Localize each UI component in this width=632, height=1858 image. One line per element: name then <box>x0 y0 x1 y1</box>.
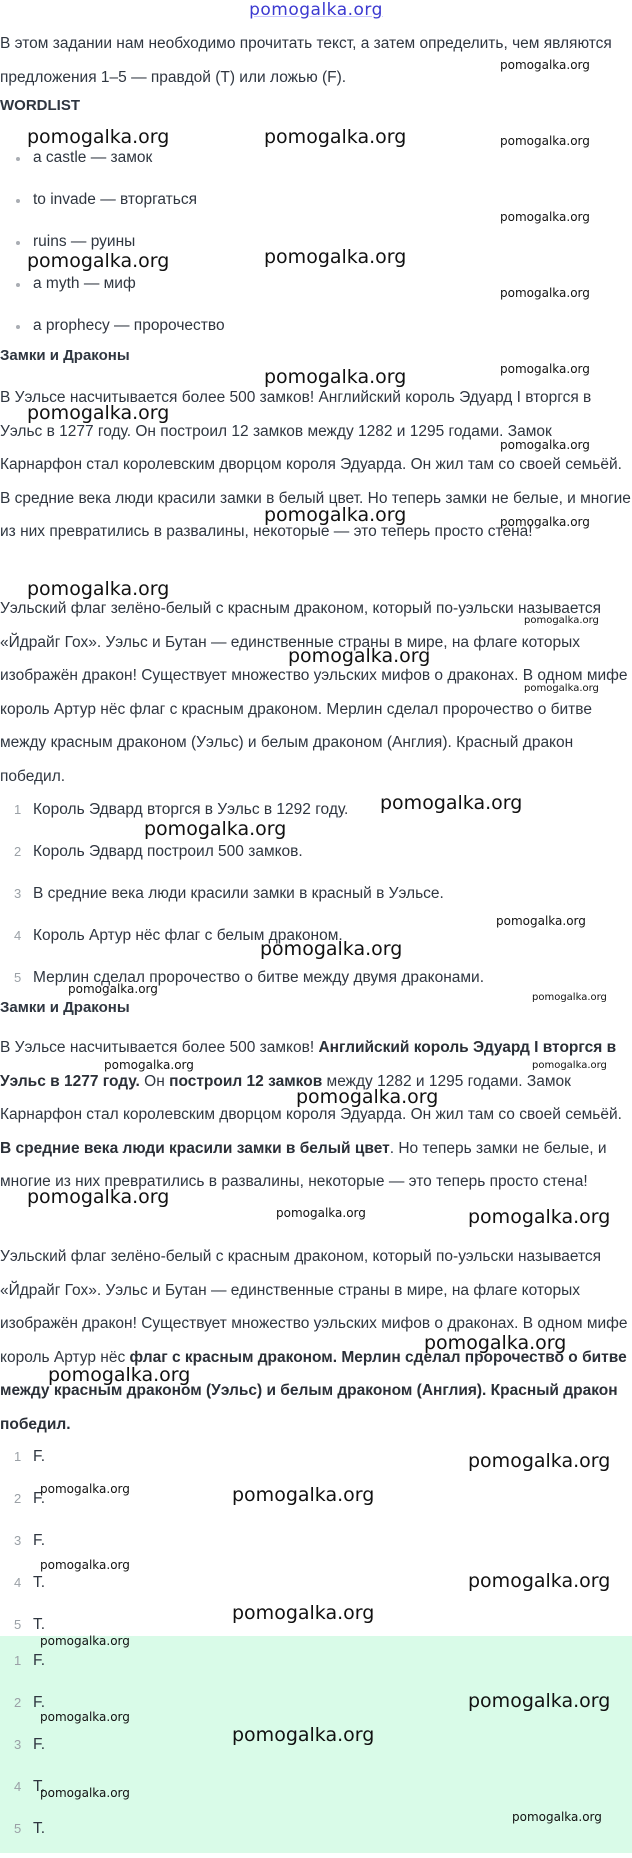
list-item: a prophecy — пророчество <box>0 313 632 355</box>
highlighted-text: В средние века люди красили замки в белый цвет <box>0 1139 390 1157</box>
watermark: pomogalka.org <box>532 1060 607 1071</box>
answers-list <box>0 1444 632 1654</box>
highlighted-text: флаг с красным драконом. Мерлин сделал пророчество о битве между красным драконом (Уэльс) и белым драконом (Англия). Красный дракон победил. <box>0 1348 627 1433</box>
statement-item <box>0 881 632 923</box>
site-logo[interactable]: pomogalka.org <box>249 0 383 20</box>
text-segment: между 1282 и 1295 годами. Замок Карнарфон стал королевским дворцом короля Эдуарда. Он жил там со своей семьёй. <box>0 1072 622 1123</box>
watermark: pomogalka.org <box>500 210 590 224</box>
answer-item <box>0 1774 632 1816</box>
answer-value: T. <box>33 1820 46 1837</box>
text-segment: В Уэльсе насчитывается более 500 замков! <box>0 1039 319 1056</box>
answer-value: F. <box>33 1652 46 1669</box>
statement-item <box>0 923 632 965</box>
answer-item <box>0 1648 632 1690</box>
item-number: 4 <box>14 1575 22 1590</box>
item-number: 5 <box>14 1617 22 1632</box>
watermark: pomogalka.org <box>524 615 599 626</box>
item-number: 5 <box>14 1821 22 1836</box>
watermark: pomogalka.org <box>496 914 586 928</box>
watermark: pomogalka.org <box>232 1724 375 1746</box>
item-number: 4 <box>14 1779 22 1794</box>
watermark: pomogalka.org <box>288 645 431 667</box>
item-number: 2 <box>14 1491 22 1506</box>
watermark: pomogalka.org <box>500 362 590 376</box>
watermark: pomogalka.org <box>232 1602 375 1624</box>
watermark: pomogalka.org <box>380 792 523 814</box>
analysis-paragraph-1 <box>0 1031 632 1199</box>
list-item: to invade — вторгаться <box>0 187 632 229</box>
watermark: pomogalka.org <box>260 938 403 960</box>
watermark: pomogalka.org <box>500 438 590 452</box>
watermark: pomogalka.org <box>40 1786 130 1800</box>
watermark: pomogalka.org <box>27 402 170 424</box>
watermark: pomogalka.org <box>264 504 407 526</box>
watermark: pomogalka.org <box>40 1482 130 1496</box>
watermark: pomogalka.org <box>27 578 170 600</box>
item-number: 5 <box>14 970 22 985</box>
watermark: pomogalka.org <box>264 126 407 148</box>
item-number: 1 <box>14 1449 22 1464</box>
text-segment: Уэльский флаг зелёно-белый с красным драконом, который по-уэльски называется «Йдрайг Гох». Уэльс и Бутан — единственные страны в мире, на флаге которых изображён дракон! Существует множество уэльских мифов о драконах. В одном мифе король Артур нёс <box>0 1248 628 1366</box>
watermark: pomogalka.org <box>468 1570 611 1592</box>
statement-text: Король Эдвард вторгся в Уэльс в 1292 году. <box>33 801 349 818</box>
watermark: pomogalka.org <box>424 1332 567 1354</box>
watermark: pomogalka.org <box>468 1206 611 1228</box>
answer-item <box>0 1732 632 1774</box>
analysis-title: Замки и Драконы <box>0 999 130 1016</box>
answer-value: F. <box>33 1736 46 1753</box>
answer-item <box>0 1816 632 1858</box>
watermark: pomogalka.org <box>468 1450 611 1472</box>
answer-value: F. <box>33 1490 46 1507</box>
wordlist <box>0 145 632 355</box>
list-item: a castle — замок <box>0 145 632 187</box>
watermark: pomogalka.org <box>27 250 170 272</box>
text-title: Замки и Драконы <box>0 347 130 364</box>
answers-highlight-panel <box>0 1636 632 1853</box>
answer-value: F. <box>33 1694 46 1711</box>
watermark: pomogalka.org <box>27 1186 170 1208</box>
text-segment: . Но теперь замки не белые, и многие из них превратились в развалины, некоторые — это теперь просто стена! <box>0 1139 607 1190</box>
text-paragraph-2: Уэльский флаг зелёно-белый с красным драконом, который по-уэльски называется «Йдрайг Гох». Уэльс и Бутан — единственные страны в мире, на флаге которых изображён дракон! Существует множество уэльских мифов о драконах. В одном мифе король Артур нёс флаг с красным драконом. Мерлин сделал пророчество о битве между красным драконом (Уэльс) и белым драконом (Англия). Красный дракон победил. <box>0 600 628 785</box>
answer-value: T. <box>33 1616 46 1633</box>
answer-value: F. <box>33 1532 46 1549</box>
item-number: 3 <box>14 1533 22 1548</box>
statement-text: Король Артур нёс флаг с белым драконом. <box>33 927 343 944</box>
watermark: pomogalka.org <box>40 1558 130 1572</box>
text-paragraph-1: В Уэльсе насчитывается более 500 замков! Английский король Эдуард I вторгся в Уэльс в 1277 году. Он построил 12 замков между 1282 и 1295 годами. Замок Карнарфон стал королевским дворцом короля Эдуарда. Он жил там со своей семьёй. В средние века люди красили замки в белый цвет. Но теперь замки не белые, и многие из них превратились в развалины, некоторые — это теперь просто стена! <box>0 389 631 540</box>
wordlist-heading: WORDLIST <box>0 97 80 114</box>
answer-item <box>0 1528 632 1570</box>
statement-item <box>0 839 632 881</box>
watermark: pomogalka.org <box>104 1058 194 1072</box>
watermark: pomogalka.org <box>232 1484 375 1506</box>
watermark: pomogalka.org <box>500 134 590 148</box>
watermark: pomogalka.org <box>40 1710 130 1724</box>
answer-item <box>0 1444 632 1486</box>
watermark: pomogalka.org <box>264 366 407 388</box>
answer-item <box>0 1486 632 1528</box>
watermark: pomogalka.org <box>512 1810 602 1824</box>
text-segment: Он <box>139 1072 170 1090</box>
statements-list <box>0 797 632 1007</box>
watermark: pomogalka.org <box>48 1364 191 1386</box>
item-number: 3 <box>14 886 22 901</box>
item-number: 4 <box>14 928 22 943</box>
statement-text: Король Эдвард построил 500 замков. <box>33 843 303 860</box>
answer-value: T. <box>33 1778 46 1795</box>
watermark: pomogalka.org <box>27 126 170 148</box>
intro-text: В этом задании нам необходимо прочитать текст, а затем определить, чем являются предложения 1–5 — правдой (T) или ложью (F). <box>0 35 612 86</box>
item-number: 2 <box>14 844 22 859</box>
watermark: pomogalka.org <box>500 286 590 300</box>
analysis-paragraph-2 <box>0 1240 632 1441</box>
answer-item <box>0 1690 632 1732</box>
watermark: pomogalka.org <box>532 992 607 1003</box>
item-number: 2 <box>14 1695 22 1710</box>
item-number: 1 <box>14 802 22 817</box>
watermark: pomogalka.org <box>68 982 158 996</box>
statement-item <box>0 797 632 839</box>
statement-text: Мерлин сделал пророчество о битве между двумя драконами. <box>33 969 484 986</box>
watermark: pomogalka.org <box>524 683 599 694</box>
highlighted-text: Английский король Эдуард I вторгся в Уэльс в 1277 году. <box>0 1039 617 1090</box>
item-number: 3 <box>14 1737 22 1752</box>
statement-text: В средние века люди красили замки в красный в Уэльсе. <box>33 885 444 902</box>
answers-list-highlighted <box>0 1648 632 1858</box>
watermark: pomogalka.org <box>500 58 590 72</box>
answer-value: F. <box>33 1448 46 1465</box>
list-item: a myth — миф <box>0 271 632 313</box>
watermark: pomogalka.org <box>264 246 407 268</box>
answer-value: T. <box>33 1574 46 1591</box>
watermark: pomogalka.org <box>276 1206 366 1220</box>
watermark: pomogalka.org <box>296 1086 439 1108</box>
watermark: pomogalka.org <box>40 1634 130 1648</box>
highlighted-text: построил 12 замков <box>169 1072 323 1090</box>
watermark: pomogalka.org <box>500 515 590 529</box>
answer-item <box>0 1570 632 1612</box>
watermark: pomogalka.org <box>468 1690 611 1712</box>
list-item: ruins — руины <box>0 229 632 271</box>
watermark: pomogalka.org <box>144 818 287 840</box>
item-number: 1 <box>14 1653 22 1668</box>
